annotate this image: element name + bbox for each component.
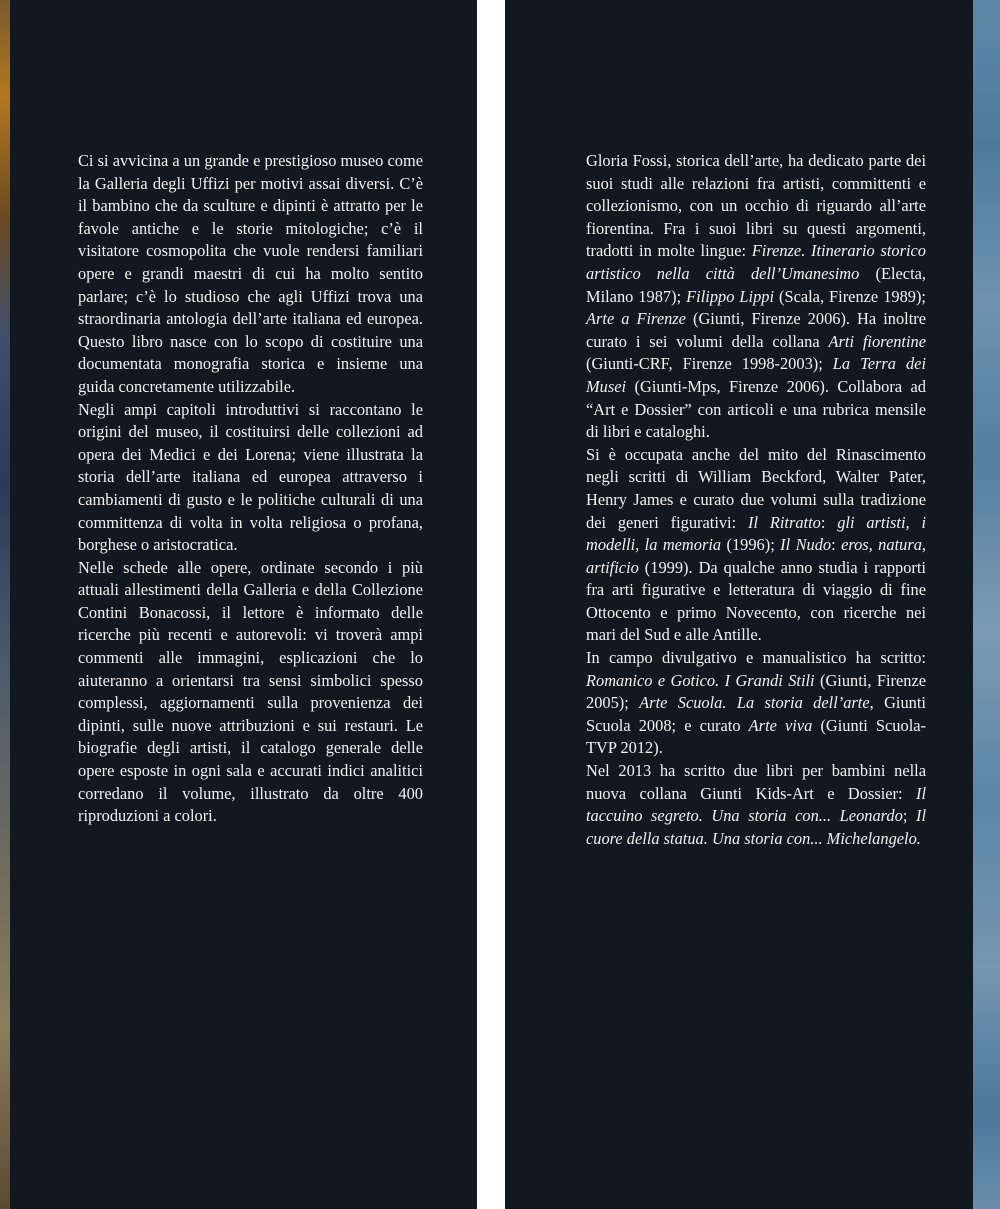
book-title: Il Ritratto — [748, 512, 821, 532]
bio-paragraph: Gloria Fossi, storica dell’arte, ha dedicato parte dei suoi studi alle relazioni fra artisti, committenti e collezionismo, con un occhio di riguardo all’arte fiorentina. Fra i suoi libri su questi argomenti, tradotti in molte lingue: Firenze. Itinerario storico artistico nella città dell’Umanesimo (Electa, Milano 1987); Filippo Lippi (Scala, Firenze 1989); Arte a Firenze (Giunti, Firenze 2006). Ha inoltre curato i sei volumi della collana Arti fiorentine (Giunti-CRF, Firenze 1998-2003); La Terra dei Musei (Giunti-Mps, Firenze 2006). Collabora ad “Art e Dossier” con articoli e una rubrica mensile di libri e cataloghi. — [586, 151, 926, 442]
bio-paragraph: In campo divulgativo e manualistico ha scritto: Romanico e Gotico. I Grandi Stili (Giunti, Firenze 2005); Arte Scuola. La storia dell’arte, Giunti Scuola 2008; e curato Arte viva (Giunti Scuola-TVP 2012). — [586, 648, 926, 758]
book-title: Firenze. Itinerario storico artistico nella città dell’Umanesimo — [586, 241, 926, 283]
book-title: gli artisti, i modelli, la memoria — [586, 512, 927, 555]
bio-paragraph: Si è occupata anche del mito del Rinascimento negli scritti di William Beckford, Walter Pater, Henry James e curato due volumi sulla tradizione dei generi figurativi: Il Ritratto: gli artisti, i modelli, la memoria (1996); Il Nudo: eros, natura, artificio (1999). Da qualche anno studia i rapporti fra arti figurative e letteratura di viaggio di fine Ottocento e primo Novecento, con ricerche nei mari del Sud e alle Antille. — [586, 444, 927, 645]
book-title: Il cuore della statua. Una storia con... Michelangelo. — [586, 806, 926, 848]
author-biography — [586, 150, 926, 850]
description-paragraph: Negli ampi capitoli introduttivi si raccontano le origini del museo, il costituirsi delle collezioni ad opera dei Medici e dei Lorena; viene illustrata la storia dell’arte italiana ed europea attraverso i cambiamenti di gusto e le politiche culturali di una committenza di volta in volta religiosa o profana, borghese o aristocratica. — [78, 399, 423, 555]
book-title: Arte a Firenze — [586, 309, 686, 329]
description-paragraph: Ci si avvicina a un grande e prestigioso museo come la Galleria degli Uffizi per motivi assai diversi. C’è il bambino che da sculture e dipinti è attratto per le favole antiche e le storie mitologiche; c’è il visitatore cosmopolita che vuole rendersi familiari opere e grandi maestri di cui ha molto sentito parlare; c’è lo studioso che agli Uffizi trova una straordinaria antologia dell’arte italiana ed europea. Questo libro nasce con lo scopo di costituire una documentata monografia storica e insieme una guida concretamente utilizzabile. — [78, 151, 423, 396]
book-title: Filippo Lippi — [686, 286, 775, 306]
book-description — [78, 150, 423, 828]
cover-image-strip-right — [973, 0, 1000, 1209]
book-title: La Terra dei Musei — [586, 354, 926, 396]
book-title: Arte viva — [748, 715, 813, 735]
book-title: Il Nudo — [780, 535, 832, 555]
cover-image-strip-left — [0, 0, 10, 1209]
bio-paragraph: Nel 2013 ha scritto due libri per bambini nella nuova collana Giunti Kids-Art e Dossier: Il taccuino segreto. Una storia con... Leonardo; Il cuore della statua. Una storia con... Michelangelo. — [586, 761, 926, 848]
fold-gutter — [477, 0, 505, 1209]
book-title: Arte Scuola. La storia dell’arte — [639, 693, 870, 713]
book-title: eros, natura, artificio — [586, 535, 926, 577]
book-title: Romanico e Gotico. I Grandi Stili — [586, 670, 815, 690]
book-title: Arti fiorentine — [828, 331, 926, 351]
description-paragraph: Nelle schede alle opere, ordinate secondo i più attuali allestimenti della Galleria e della Collezione Contini Bonacossi, il lettore è informato delle ricerche più recenti e autorevoli: vi troverà ampi commenti alle immagini, esplicazioni che lo aiuteranno a orientarsi tra sensi simbolici spesso complessi, aggiornamenti sulla provenienza dei dipinti, sulle nuove attribuzioni e sui restauri. Le biografie degli artisti, il catalogo generale delle opere esposte in ogni sala e accurati indici analitici corredano il volume, illustrato da oltre 400 riproduzioni a colori. — [78, 557, 423, 826]
book-title: Il taccuino segreto. Una storia con... Leonardo — [586, 783, 926, 826]
